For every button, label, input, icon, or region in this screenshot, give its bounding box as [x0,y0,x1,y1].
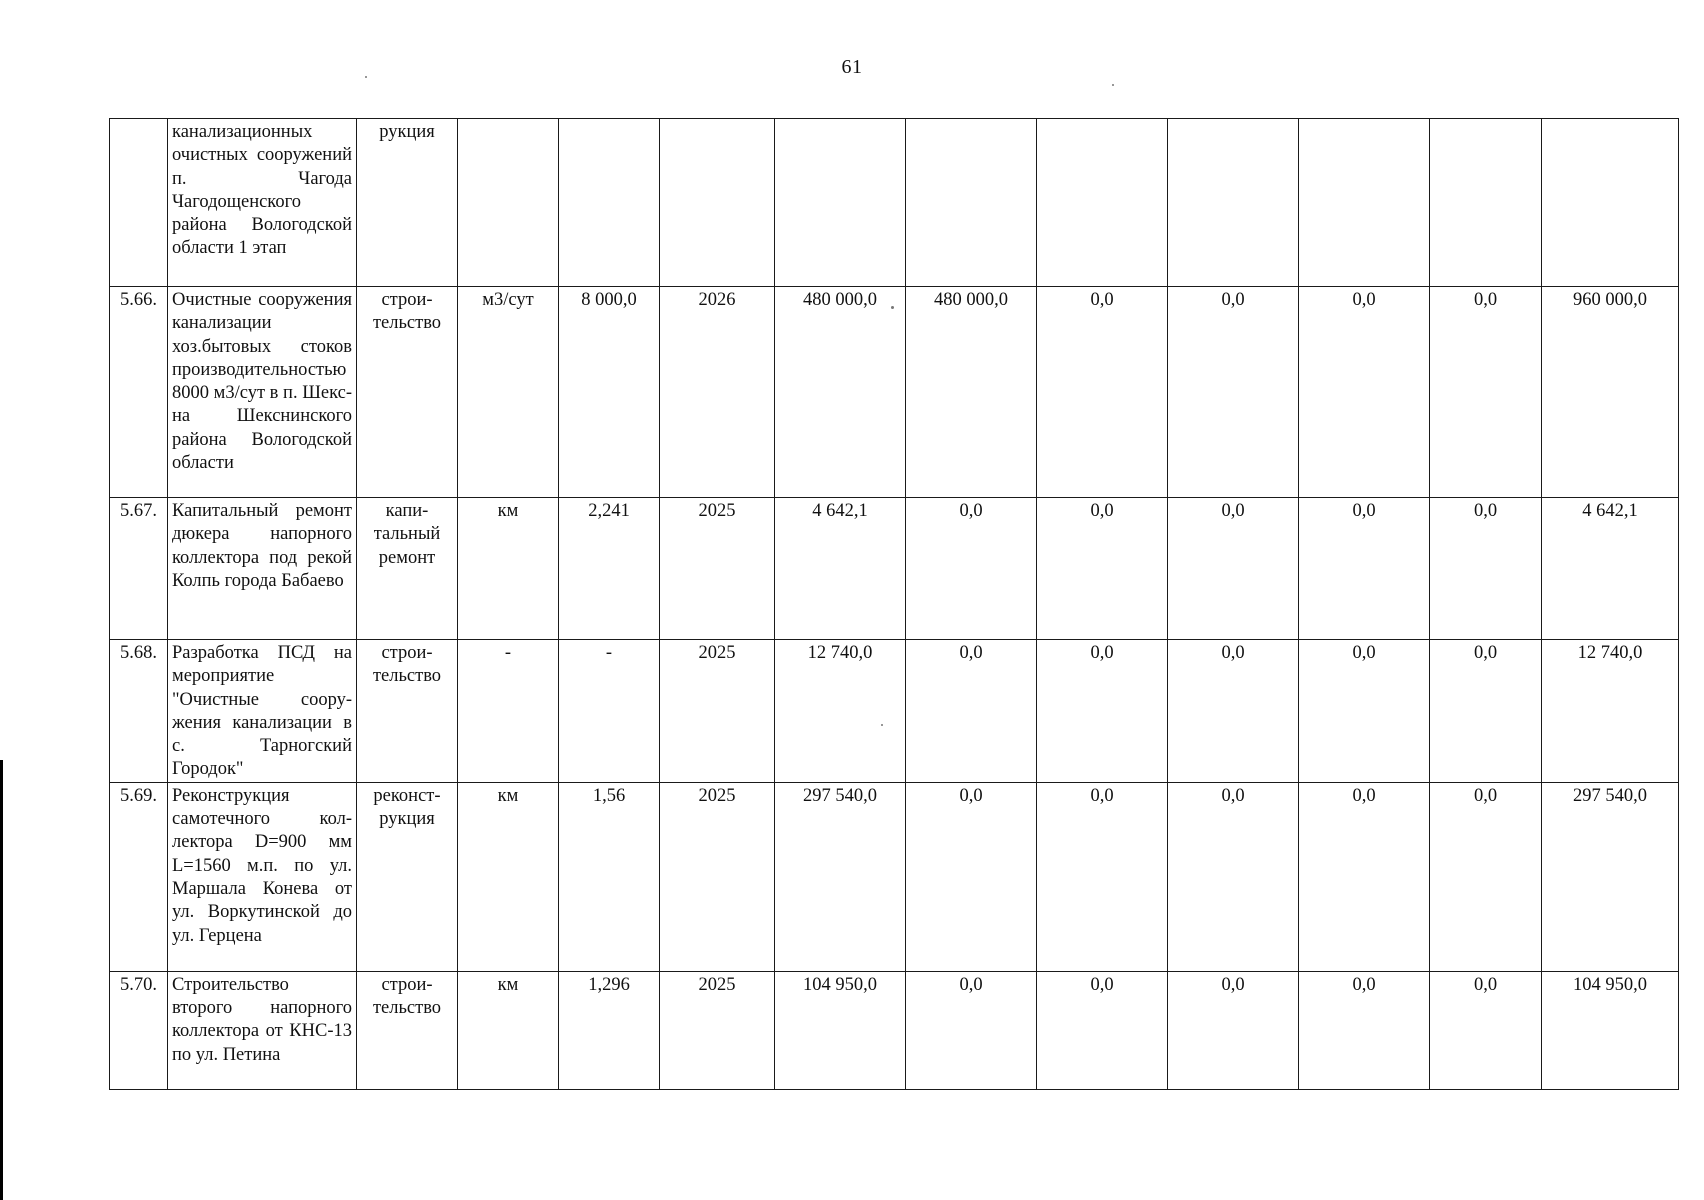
table-row [110,119,1679,287]
capacity: 8 000,0 [559,287,660,498]
capacity: 2,241 [559,498,660,640]
work-type: строительство [357,287,458,498]
value-4: 0,0 [1168,498,1299,640]
unit: км [458,782,559,971]
value-2: 0,0 [906,498,1037,640]
value-3: 0,0 [1037,498,1168,640]
page-number: 61 [841,56,863,78]
total-value: 4 642,1 [1542,498,1679,640]
value-6: 0,0 [1430,782,1542,971]
value-5: 0,0 [1299,287,1430,498]
value-2: 0,0 [906,971,1037,1089]
value-4: 0,0 [1168,640,1299,783]
value-2: 480 000,0 [906,287,1037,498]
row-number: 5.67. [110,498,168,640]
value-1: 480 000,0 [775,287,906,498]
value-3 [1037,119,1168,287]
table-row [110,498,1679,640]
unit: км [458,498,559,640]
value-6: 0,0 [1430,640,1542,783]
measure-name: Разработка ПСД на мероприятие "Очистные сооружения канализации в с. Тарногский Городок" [168,640,357,783]
table-row [110,287,1679,498]
value-4: 0,0 [1168,287,1299,498]
value-3: 0,0 [1037,287,1168,498]
unit: км [458,971,559,1089]
year: 2025 [660,782,775,971]
value-5: 0,0 [1299,782,1430,971]
row-number: 5.70. [110,971,168,1089]
value-2: 0,0 [906,782,1037,971]
work-type: реконструкция [357,782,458,971]
value-5 [1299,119,1430,287]
table-row [110,640,1679,783]
value-3: 0,0 [1037,640,1168,783]
value-3: 0,0 [1037,782,1168,971]
value-6: 0,0 [1430,287,1542,498]
year: 2026 [660,287,775,498]
row-number: 5.68. [110,640,168,783]
value-5: 0,0 [1299,971,1430,1089]
measure-name: Реконструкция самотечного коллектора D=900 мм L=1560 м.п. по ул. Маршала Конева от ул. Воркутинской до ул. Герцена [168,782,357,971]
value-1: 4 642,1 [775,498,906,640]
measure-name: Капитальный ремонт дюкера напорного коллектора под рекой Колпь города Бабаево [168,498,357,640]
year: 2025 [660,971,775,1089]
year: 2025 [660,640,775,783]
value-2: 0,0 [906,640,1037,783]
year: 2025 [660,498,775,640]
work-type: рукция [357,119,458,287]
scan-edge-mark [0,760,3,1200]
value-3: 0,0 [1037,971,1168,1089]
total-value: 960 000,0 [1542,287,1679,498]
value-1: 12 740,0 [775,640,906,783]
value-5: 0,0 [1299,498,1430,640]
value-5: 0,0 [1299,640,1430,783]
value-1: 104 950,0 [775,971,906,1089]
measure-name: канализационных очистных сооружений п. Чагода Чагодощенского района Вологодской области 1 этап [168,119,357,287]
capacity: 1,56 [559,782,660,971]
capacity: 1,296 [559,971,660,1089]
value-2 [906,119,1037,287]
capacity: - [559,640,660,783]
total-value: 104 950,0 [1542,971,1679,1089]
value-6 [1430,119,1542,287]
year [660,119,775,287]
value-1: 297 540,0 [775,782,906,971]
unit: - [458,640,559,783]
row-number [110,119,168,287]
total-value: 12 740,0 [1542,640,1679,783]
capacity [559,119,660,287]
value-4 [1168,119,1299,287]
scan-speck [1112,84,1114,86]
unit [458,119,559,287]
value-6: 0,0 [1430,971,1542,1089]
work-type: капитальный ремонт [357,498,458,640]
total-value [1542,119,1679,287]
table-row [110,782,1679,971]
measure-name: Строительство второго напорного коллектора от КНС-13 по ул. Петина [168,971,357,1089]
scan-speck [365,76,367,78]
work-type: строительство [357,971,458,1089]
row-number: 5.69. [110,782,168,971]
measures-table [109,118,1679,1090]
value-4: 0,0 [1168,782,1299,971]
value-1 [775,119,906,287]
row-number: 5.66. [110,287,168,498]
value-4: 0,0 [1168,971,1299,1089]
table-row [110,971,1679,1089]
value-6: 0,0 [1430,498,1542,640]
measure-name: Очистные сооружения канализации хоз.бытовых стоков производительностью 8000 м3/сут в п. Шексна Шекснинского района Вологодской области [168,287,357,498]
unit: м3/сут [458,287,559,498]
total-value: 297 540,0 [1542,782,1679,971]
work-type: строительство [357,640,458,783]
